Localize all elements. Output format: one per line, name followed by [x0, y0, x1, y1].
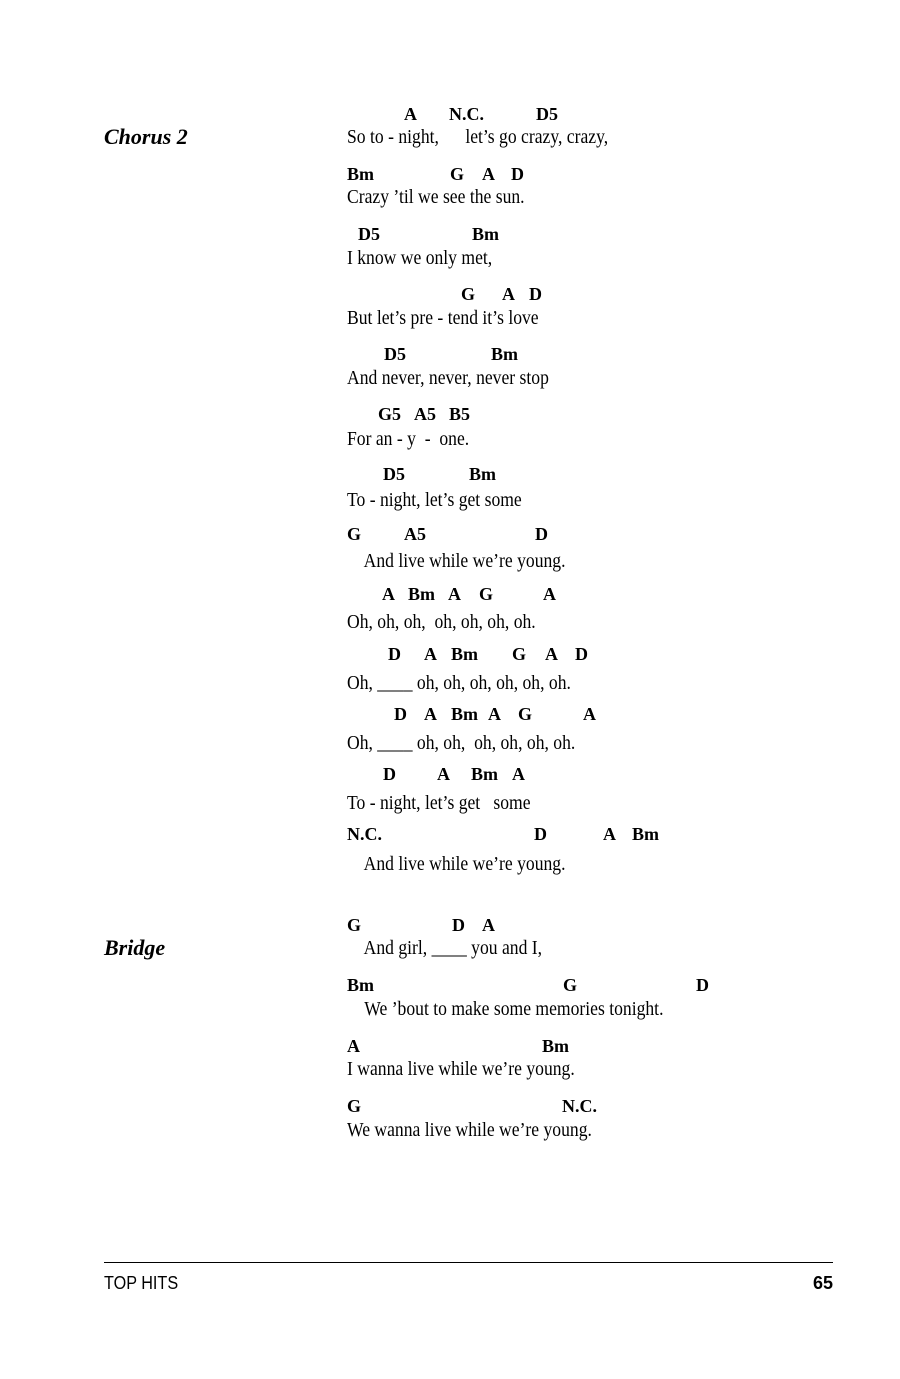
chord: D	[511, 164, 524, 184]
lyric-line: And live while we’re young.	[347, 853, 566, 875]
chord: D	[388, 644, 401, 664]
chord: A	[488, 704, 501, 724]
chord: Bm	[408, 584, 435, 604]
chord: N.C.	[347, 824, 382, 844]
lyric-line: Oh, ____ oh, oh, oh, oh, oh, oh.	[347, 672, 571, 694]
chord: G	[347, 524, 362, 544]
chord: A	[382, 584, 395, 604]
chord: Bm	[491, 344, 518, 364]
lyric-line: We ’bout to make some memories tonight.	[347, 998, 664, 1020]
chord: G	[563, 975, 578, 995]
chord: D	[534, 824, 547, 844]
lyric-line: I wanna live while we’re young.	[347, 1058, 575, 1080]
chord: A	[482, 915, 495, 935]
chord: Bm	[469, 464, 496, 484]
chord: D5	[536, 104, 558, 124]
footer-book-title: TOP HITS	[104, 1273, 179, 1293]
chord: G	[518, 704, 533, 724]
chord: A	[512, 764, 525, 784]
chord: A	[502, 284, 515, 304]
chord: Bm	[347, 975, 374, 995]
chord: G5	[378, 404, 402, 424]
chord: A	[424, 644, 437, 664]
lyric-line: We wanna live while we’re young.	[347, 1119, 592, 1141]
section-label-bridge: Bridge	[104, 935, 166, 960]
lyric-line: And never, never, never stop	[347, 367, 549, 389]
chord: D	[394, 704, 407, 724]
chord: A	[404, 104, 417, 124]
chord: D	[696, 975, 709, 995]
lyric-line: To - night, let’s get some	[347, 792, 531, 814]
chord: A	[603, 824, 616, 844]
chord: D5	[358, 224, 380, 244]
chord: D	[535, 524, 548, 544]
lyric-line: So to - night, let’s go crazy, crazy,	[347, 126, 609, 148]
chord: G	[479, 584, 494, 604]
chord: Bm	[471, 764, 498, 784]
lyric-line: But let’s pre - tend it’s love	[347, 307, 539, 329]
lyric-line: And live while we’re young.	[347, 550, 566, 572]
chord: D5	[384, 344, 406, 364]
chord: Bm	[472, 224, 499, 244]
chord: G	[347, 1096, 362, 1116]
lyric-line: For an - y - one.	[347, 428, 470, 450]
chord: A	[448, 584, 461, 604]
chord: A	[543, 584, 556, 604]
chord: B5	[449, 404, 471, 424]
chord: N.C.	[449, 104, 484, 124]
section-label-chorus-2: Chorus 2	[104, 124, 188, 149]
lyric-line: And girl, ____ you and I,	[347, 937, 543, 959]
chord: A	[583, 704, 596, 724]
chord: A	[482, 164, 495, 184]
chord: D	[452, 915, 465, 935]
chord: A	[545, 644, 558, 664]
chord: A	[424, 704, 437, 724]
chord: Bm	[542, 1036, 569, 1056]
chord: A	[347, 1036, 360, 1056]
lyric-line: I know we only met,	[347, 247, 493, 269]
lyric-line: To - night, let’s get some	[347, 489, 522, 511]
chord: Bm	[347, 164, 374, 184]
chord: A	[437, 764, 450, 784]
chord: N.C.	[562, 1096, 597, 1116]
chord: Bm	[451, 704, 478, 724]
page-number: 65	[812, 1273, 833, 1293]
chord: A5	[414, 404, 436, 424]
lyric-line: Oh, oh, oh, oh, oh, oh, oh.	[347, 611, 536, 633]
chord: G	[450, 164, 465, 184]
chord: D	[383, 764, 396, 784]
chord: Bm	[632, 824, 659, 844]
chord: Bm	[451, 644, 478, 664]
footer-divider	[104, 1262, 833, 1263]
chord: G	[461, 284, 476, 304]
chord: D5	[383, 464, 405, 484]
chord: D	[529, 284, 542, 304]
chord: G	[512, 644, 527, 664]
chord: D	[575, 644, 588, 664]
chord: A5	[404, 524, 426, 544]
chord: G	[347, 915, 362, 935]
lyric-line: Oh, ____ oh, oh, oh, oh, oh, oh.	[347, 732, 576, 754]
lyric-line: Crazy ’til we see the sun.	[347, 186, 525, 208]
